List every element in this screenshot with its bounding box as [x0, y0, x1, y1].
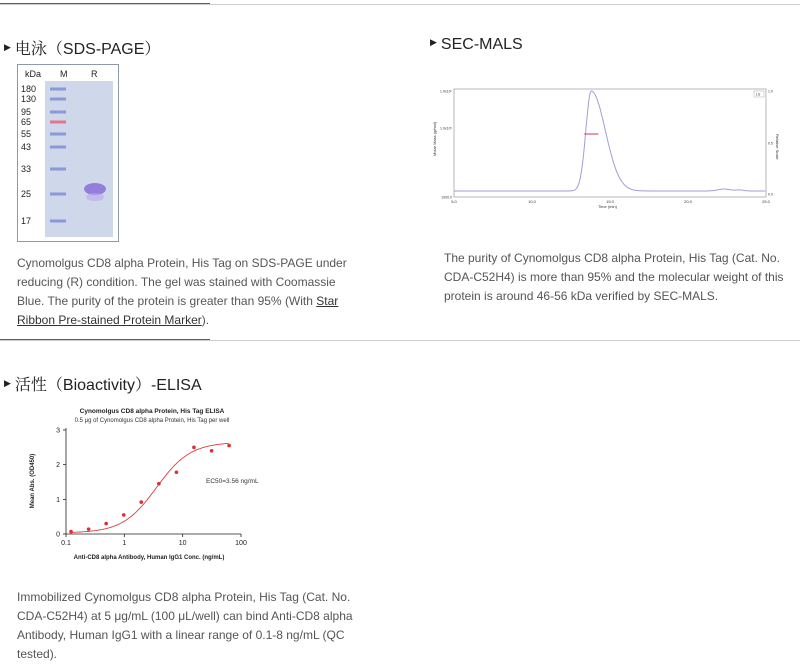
elisa-data-point	[210, 449, 214, 453]
gel-lane-r-label: R	[91, 69, 98, 79]
elisa-data-point	[104, 522, 108, 526]
gel-marker-label-55: 55	[21, 129, 32, 139]
mals-description: The purity of Cynomolgus CD8 alpha Protein, His Tag (Cat. No. CDA-C52H4) is more than 95% and the molecular weight of this protein is around 46-56 kDa verified by SEC-MALS.	[444, 251, 784, 303]
elisa-ylabel: Mean Abs. (OD450)	[30, 453, 36, 509]
mals-x-tick: 20.0	[684, 199, 692, 204]
elisa-y-tick-label: 1	[56, 496, 60, 504]
mals-xlabel: Time (min)	[598, 204, 617, 209]
elisa-data-point	[69, 530, 73, 534]
elisa-chart-subtitle: 0.5 μg of Cynomolgus CD8 alpha Protein, His Tag per well	[74, 418, 230, 424]
gel-protein-band-tail	[86, 193, 104, 201]
marker-link[interactable]: Star Ribbon Pre-stained Protein Marker	[17, 294, 339, 327]
gel-marker-label-43: 43	[21, 142, 32, 152]
mals-y2-tick: 0.5	[768, 141, 773, 146]
triangle-bullet-icon: ▶	[4, 42, 11, 53]
gel-marker-band-180	[50, 88, 66, 91]
sds-page-gel-image	[17, 64, 119, 242]
elisa-title-text: 活性（Bioactivity）-ELISA	[14, 377, 202, 394]
elisa-x-tick-label: 0.1	[61, 540, 71, 547]
elisa-y-tick-label: 2	[56, 462, 60, 470]
mals-y-tick: 1.0x10⁶	[440, 89, 452, 94]
mals-y2label: Relative Scale	[775, 134, 780, 160]
elisa-data-point	[157, 482, 161, 486]
elisa-data-point	[122, 513, 126, 517]
gel-marker-label-17: 17	[21, 216, 32, 226]
gel-marker-label-95: 95	[21, 107, 32, 117]
elisa-data-point	[139, 500, 143, 504]
elisa-fit-curve	[71, 443, 229, 532]
mals-y2-tick: 0.0	[768, 192, 773, 197]
gel-marker-label-25: 25	[21, 189, 32, 199]
mals-ls-trace	[454, 91, 765, 191]
sds-desc-part1: Cynomolgus CD8 alpha Protein, His Tag on SDS-PAGE under reducing (R) condition. The gel was stained with Coomassie Blue. The purity of the protein is greater than 95% (With	[17, 256, 347, 308]
sds-section-title	[4, 36, 160, 59]
gel-marker-label-65: 65	[21, 117, 32, 127]
elisa-description: Immobilized Cynomolgus CD8 alpha Protein, His Tag (Cat. No. CDA-C52H4) at 5 μg/mL (100 μL/well) can bind Anti-CD8 alpha Antibody, Human IgG1 with a linear range of 0.1-8 ng/mL (QC tested).	[17, 590, 353, 661]
mals-y2-tick: 1.0	[768, 89, 773, 94]
gel-marker-band-130	[50, 98, 66, 101]
elisa-data-point	[192, 446, 196, 450]
mals-ylabel: Molar Mass (g/mol)	[432, 121, 437, 156]
triangle-bullet-icon: ▶	[4, 378, 11, 389]
elisa-chart-title: Cynomolgus CD8 alpha Protein, His Tag ELISA	[79, 408, 225, 415]
sec-mals-chart	[430, 84, 780, 214]
gel-marker-band-17	[50, 220, 66, 223]
elisa-chart	[26, 404, 296, 564]
gel-lane-m-label: M	[60, 69, 68, 79]
mals-section-title	[430, 36, 523, 54]
mals-x-tick: 25.0	[762, 199, 770, 204]
elisa-x-tick-label: 100	[235, 540, 247, 547]
mals-x-tick: 10.0	[528, 199, 536, 204]
gel-marker-label-180: 180	[21, 84, 37, 94]
elisa-ec50-annotation: EC50=3.56 ng/mL	[206, 478, 259, 485]
mid-divider	[0, 340, 800, 341]
elisa-y-tick-label: 0	[56, 531, 60, 539]
mals-y-tick: 1.0x10⁵	[440, 126, 452, 131]
mals-y-tick: 1000.0	[441, 195, 452, 200]
gel-marker-band-65	[50, 121, 66, 124]
gel-marker-band-33	[50, 168, 66, 171]
elisa-y-tick-label: 3	[56, 427, 60, 435]
mals-plot-frame	[454, 89, 766, 197]
gel-marker-band-43	[50, 146, 66, 149]
mals-legend-text: LS	[756, 92, 761, 97]
sds-desc-part2: ).	[201, 313, 210, 327]
elisa-x-tick-label: 10	[178, 540, 187, 547]
top-divider	[0, 4, 800, 5]
elisa-x-tick-label: 1	[122, 540, 127, 547]
elisa-section-title	[4, 372, 202, 395]
gel-body	[45, 81, 113, 237]
elisa-data-point	[87, 527, 91, 531]
gel-marker-label-130: 130	[21, 94, 37, 104]
sds-title-text: 电泳（SDS-PAGE）	[14, 41, 161, 58]
gel-marker-band-55	[50, 133, 66, 136]
gel-marker-band-25	[50, 193, 66, 196]
mals-x-tick: 5.0	[451, 199, 457, 204]
elisa-xlabel: Anti-CD8 alpha Antibody, Human IgG1 Conc. (ng/mL)	[73, 555, 225, 561]
sds-description	[17, 254, 357, 330]
elisa-data-point	[227, 444, 231, 448]
gel-kda-label: kDa	[25, 69, 42, 79]
mals-title-text: SEC-MALS	[440, 36, 523, 53]
elisa-data-point	[175, 470, 179, 474]
gel-marker-band-95	[50, 111, 66, 114]
gel-marker-label-33: 33	[21, 164, 32, 174]
triangle-bullet-icon: ▶	[430, 37, 437, 48]
mals-x-tick: 15.0	[606, 199, 614, 204]
